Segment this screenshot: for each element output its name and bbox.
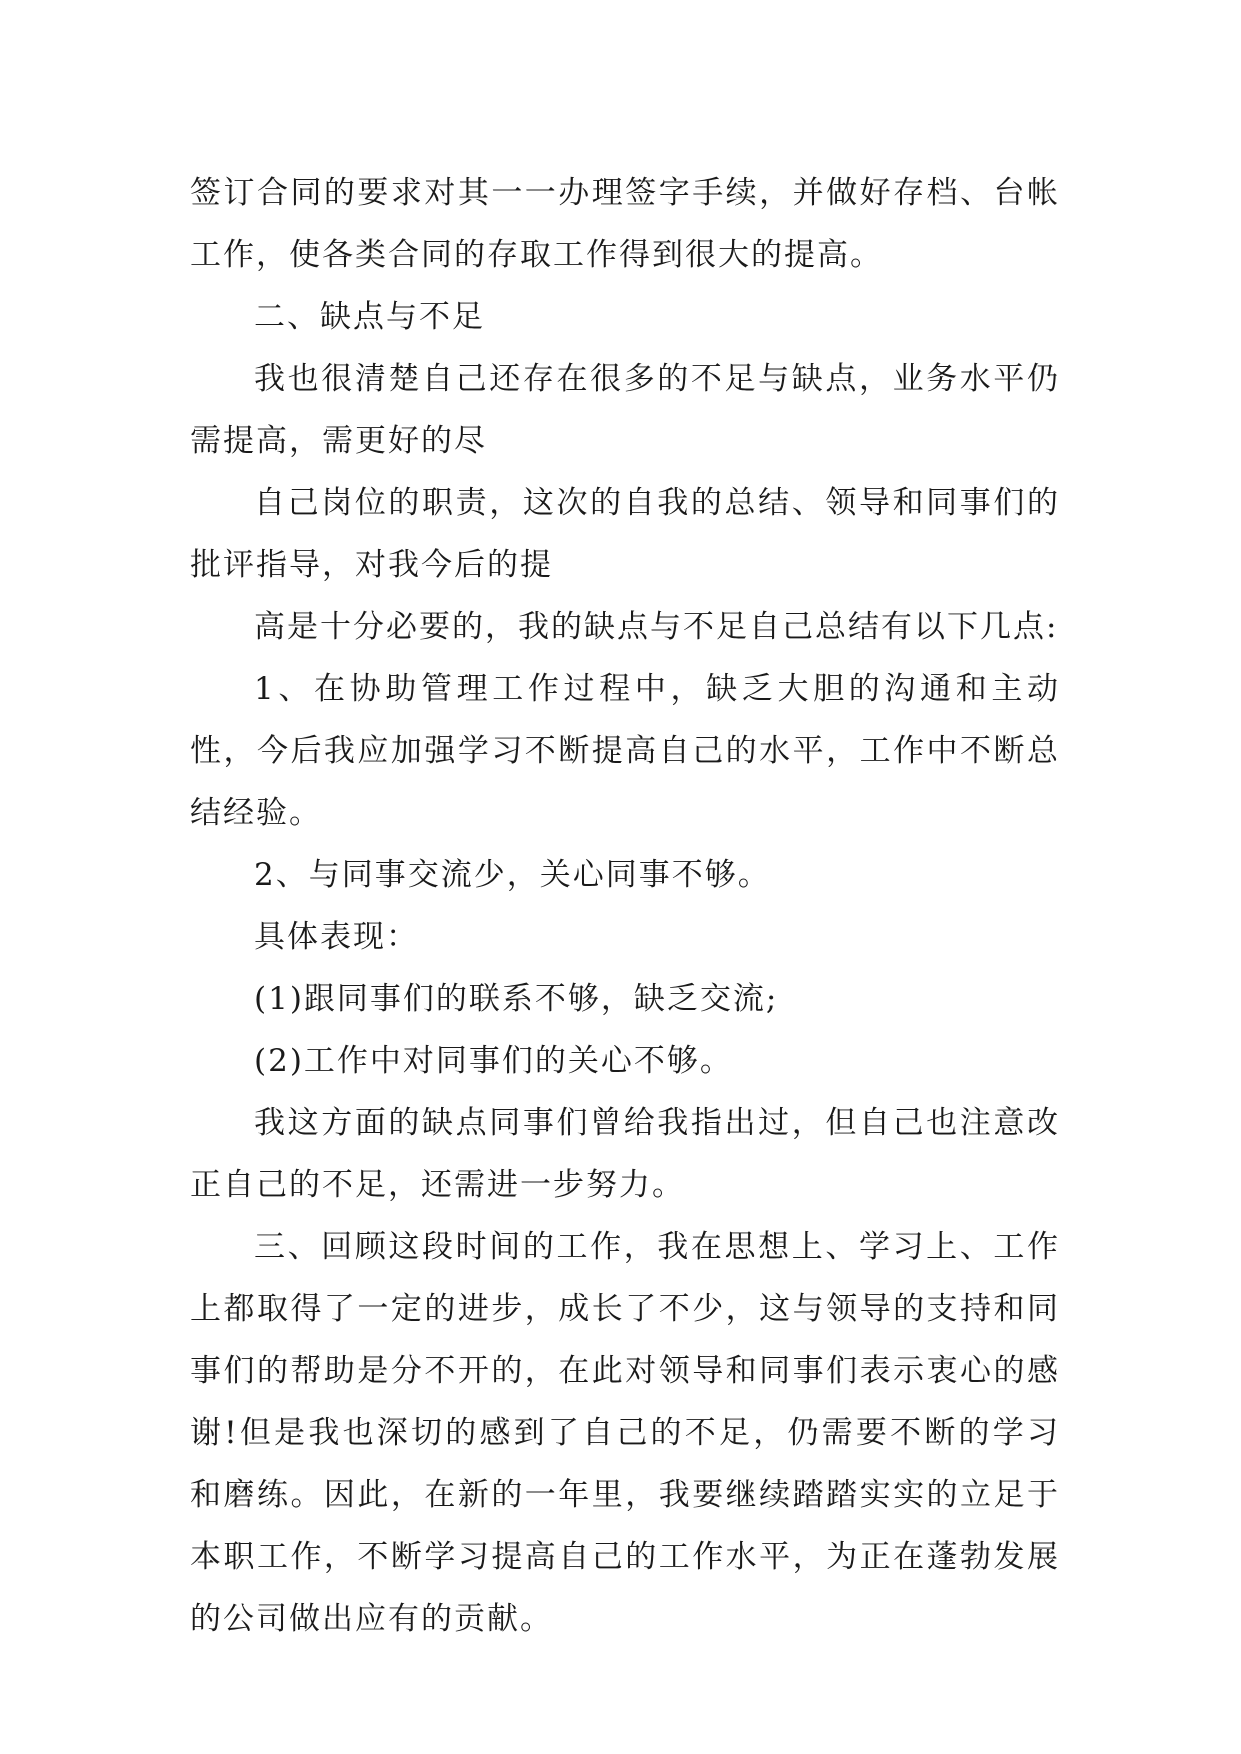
document-body <box>190 162 1060 1650</box>
section-heading-shortcomings: 二、缺点与不足 <box>254 299 485 335</box>
paragraph-contract-filing: 签订合同的要求对其一一办理签字手续，并做好存档、台帐工作，使各类合同的存取工作得到很大的提高。 <box>190 175 1060 273</box>
section-review-conclusion: 三、回顾这段时间的工作，我在思想上、学习上、工作上都取得了一定的进步，成长了不少，这与领导的支持和同事们的帮助是分不开的，在此对领导和同事们表示衷心的感谢!但是我也深切的感到了自己的不足，仍需要不断的学习和磨练。因此，在新的一年里，我要继续踏踏实实的立足于本职工作，不断学习提高自己的工作水平，为正在蓬勃发展的公司做出应有的贡献。 <box>190 1229 1060 1637</box>
paragraph-summary-intro: 高是十分必要的，我的缺点与不足自己总结有以下几点: <box>254 609 1059 645</box>
paragraph-self-awareness: 我也很清楚自己还存在很多的不足与缺点，业务水平仍需提高，需更好的尽 <box>190 361 1060 459</box>
list-item-point-1: 1、在协助管理工作过程中，缺乏大胆的沟通和主动性，今后我应加强学习不断提高自己的水平，工作中不断总结经验。 <box>190 671 1060 831</box>
paragraph-colleague-feedback: 我这方面的缺点同事们曾给我指出过，但自己也注意改正自己的不足，还需进一步努力。 <box>190 1105 1060 1203</box>
paragraph-job-duties: 自己岗位的职责，这次的自我的总结、领导和同事们的批评指导，对我今后的提 <box>190 485 1060 583</box>
list-item-point-2: 2、与同事交流少，关心同事不够。 <box>254 857 771 893</box>
sub-item-2: (2)工作中对同事们的关心不够。 <box>254 1043 733 1079</box>
sub-item-1: (1)跟同事们的联系不够，缺乏交流; <box>254 981 779 1017</box>
subheading-manifestations: 具体表现： <box>254 919 419 955</box>
